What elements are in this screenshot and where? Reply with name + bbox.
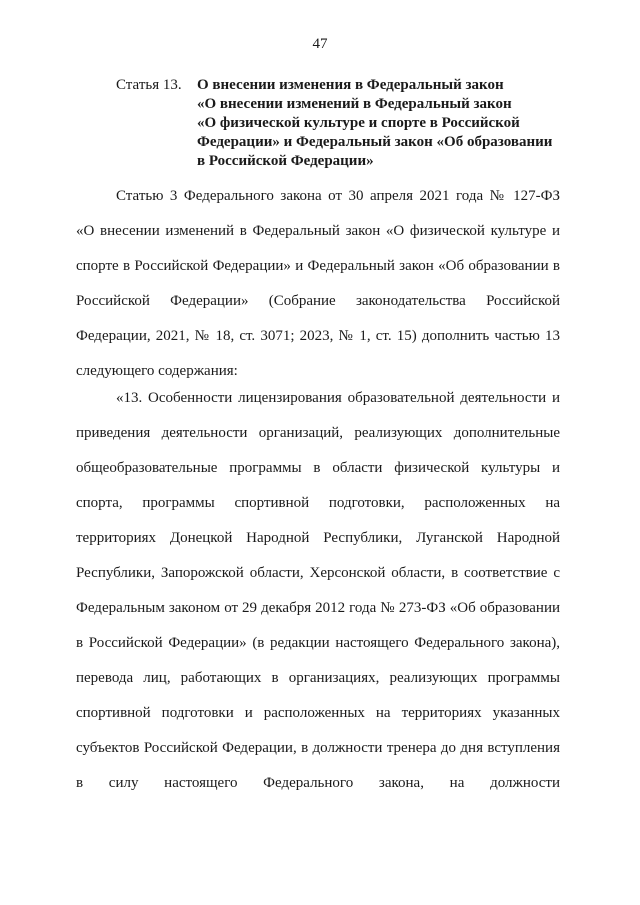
paragraph-line: в силу настоящего Федерального закона, на должности	[76, 775, 560, 791]
paragraph-line: Республики, Запорожской области, Херсонской области, в соответствие с	[76, 565, 560, 581]
paragraph-line: общеобразовательные программы в области физической культуры и	[76, 460, 560, 476]
article-title-line: Федерации» и Федеральный закон «Об образовании	[197, 134, 553, 150]
paragraph-line: «13. Особенности лицензирования образовательной деятельности и	[116, 390, 560, 406]
paragraph-part-13	[76, 388, 560, 808]
paragraph-amendment	[76, 186, 560, 396]
paragraph-line: приведения деятельности организаций, реализующих дополнительные	[76, 425, 560, 441]
article-title-line: О внесении изменения в Федеральный закон	[197, 77, 504, 93]
paragraph-line: «О внесении изменений в Федеральный закон «О физической культуре и	[76, 223, 560, 239]
paragraph-line: перевода лиц, работающих в организациях, реализующих программы	[76, 670, 560, 686]
article-label: Статья 13.	[116, 77, 182, 93]
paragraph-line: Статью 3 Федерального закона от 30 апреля 2021 года № 127-ФЗ	[116, 188, 560, 204]
paragraph-line: в Российской Федерации» (в редакции настоящего Федерального закона),	[76, 635, 560, 651]
paragraph-line: субъектов Российской Федерации, в должности тренера до дня вступления	[76, 740, 560, 756]
paragraph-line: спорта, программы спортивной подготовки, расположенных на	[76, 495, 560, 511]
paragraph-line: следующего содержания:	[76, 363, 238, 379]
article-title-line: в Российской Федерации»	[197, 153, 374, 169]
page-number: 47	[312, 36, 328, 52]
paragraph-line: спорте в Российской Федерации» и Федеральный закон «Об образовании в	[76, 258, 560, 274]
paragraph-line: Федерации, 2021, № 18, ст. 3071; 2023, № 1, ст. 15) дополнить частью 13	[76, 328, 560, 344]
paragraph-line: Российской Федерации» (Собрание законодательства Российской	[76, 293, 560, 309]
article-title-line: «О физической культуре и спорте в Российской	[197, 115, 520, 131]
paragraph-line: спортивной подготовки и расположенных на территориях указанных	[76, 705, 560, 721]
article-title	[197, 76, 577, 171]
article-title-line: «О внесении изменений в Федеральный закон	[197, 96, 512, 112]
paragraph-line: территориях Донецкой Народной Республики, Луганской Народной	[76, 530, 560, 546]
paragraph-line: Федеральным законом от 29 декабря 2012 года № 273-ФЗ «Об образовании	[76, 600, 560, 616]
